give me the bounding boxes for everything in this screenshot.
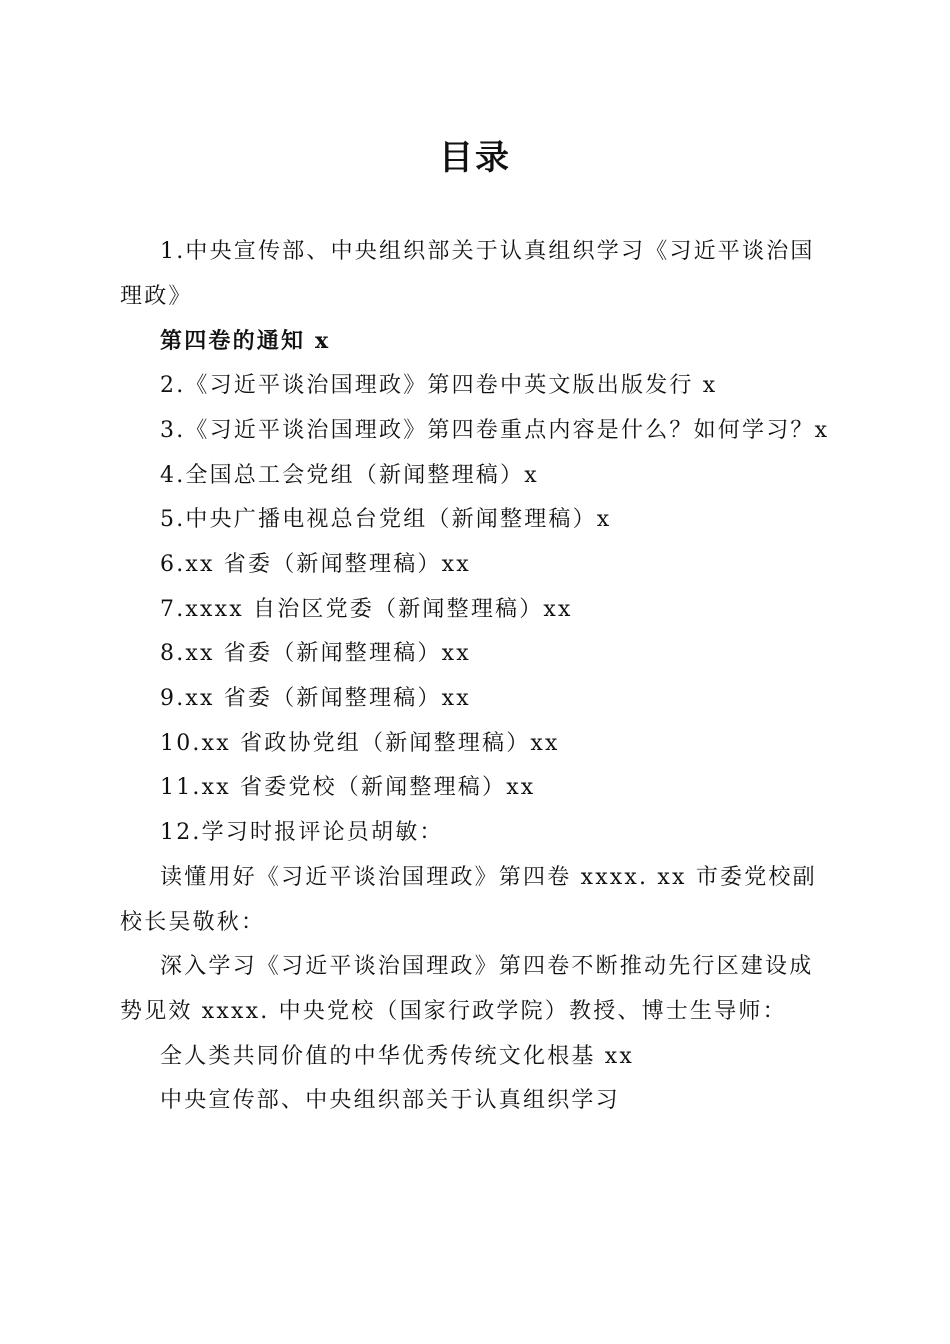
toc-entry-10: 10.xx 省政协党组（新闻整理稿）xx xyxy=(160,730,560,756)
toc-entry-12: 12.学习时报评论员胡敏： xyxy=(160,820,444,846)
toc-entry-9: 9.xx 省委（新闻整理稿）xx xyxy=(160,686,471,712)
toc-entry-8: 8.xx 省委（新闻整理稿）xx xyxy=(160,641,471,667)
toc-entry-1: 1.中央宣传部、中央组织部关于认真组织学习《习近平谈治国理政》 xyxy=(120,239,815,309)
toc-entry-4: 4.全国总工会党组（新闻整理稿）x xyxy=(160,462,539,488)
toc-entry-12-line-2: 读懂用好《习近平谈治国理政》第四卷 xxxx. xx 市委党校副校长吴敬秋： xyxy=(120,864,817,935)
toc-entry-7: 7.xxxx 自治区党委（新闻整理稿）xx xyxy=(160,596,573,622)
toc-entry-trailing: 中央宣传部、中央组织部关于认真组织学习 xyxy=(160,1088,620,1114)
toc-entry-1-continued: 第四卷的通知 x xyxy=(160,328,331,355)
toc-entry-2: 2.《习近平谈治国理政》第四卷中英文版出版发行 x xyxy=(160,373,718,399)
toc-entry-3: 3.《习近平谈治国理政》第四卷重点内容是什么？如何学习？x xyxy=(160,417,830,443)
toc-entry-5: 5.中央广播电视总台党组（新闻整理稿）x xyxy=(160,507,612,533)
toc-entry-12-line-4: 全人类共同价值的中华优秀传统文化根基 xx xyxy=(160,1043,635,1069)
toc-entry-12-line-3: 深入学习《习近平谈治国理政》第四卷不断推动先行区建设成势见效 xxxx. 中央党校（国家行政学院）教授、博士生导师： xyxy=(120,954,814,1024)
page-title: 目录 xyxy=(439,138,511,178)
toc-entry-11: 11.xx 省委党校（新闻整理稿）xx xyxy=(160,775,536,801)
toc-entry-6: 6.xx 省委（新闻整理稿）xx xyxy=(160,551,471,577)
table-of-contents xyxy=(120,230,832,1124)
